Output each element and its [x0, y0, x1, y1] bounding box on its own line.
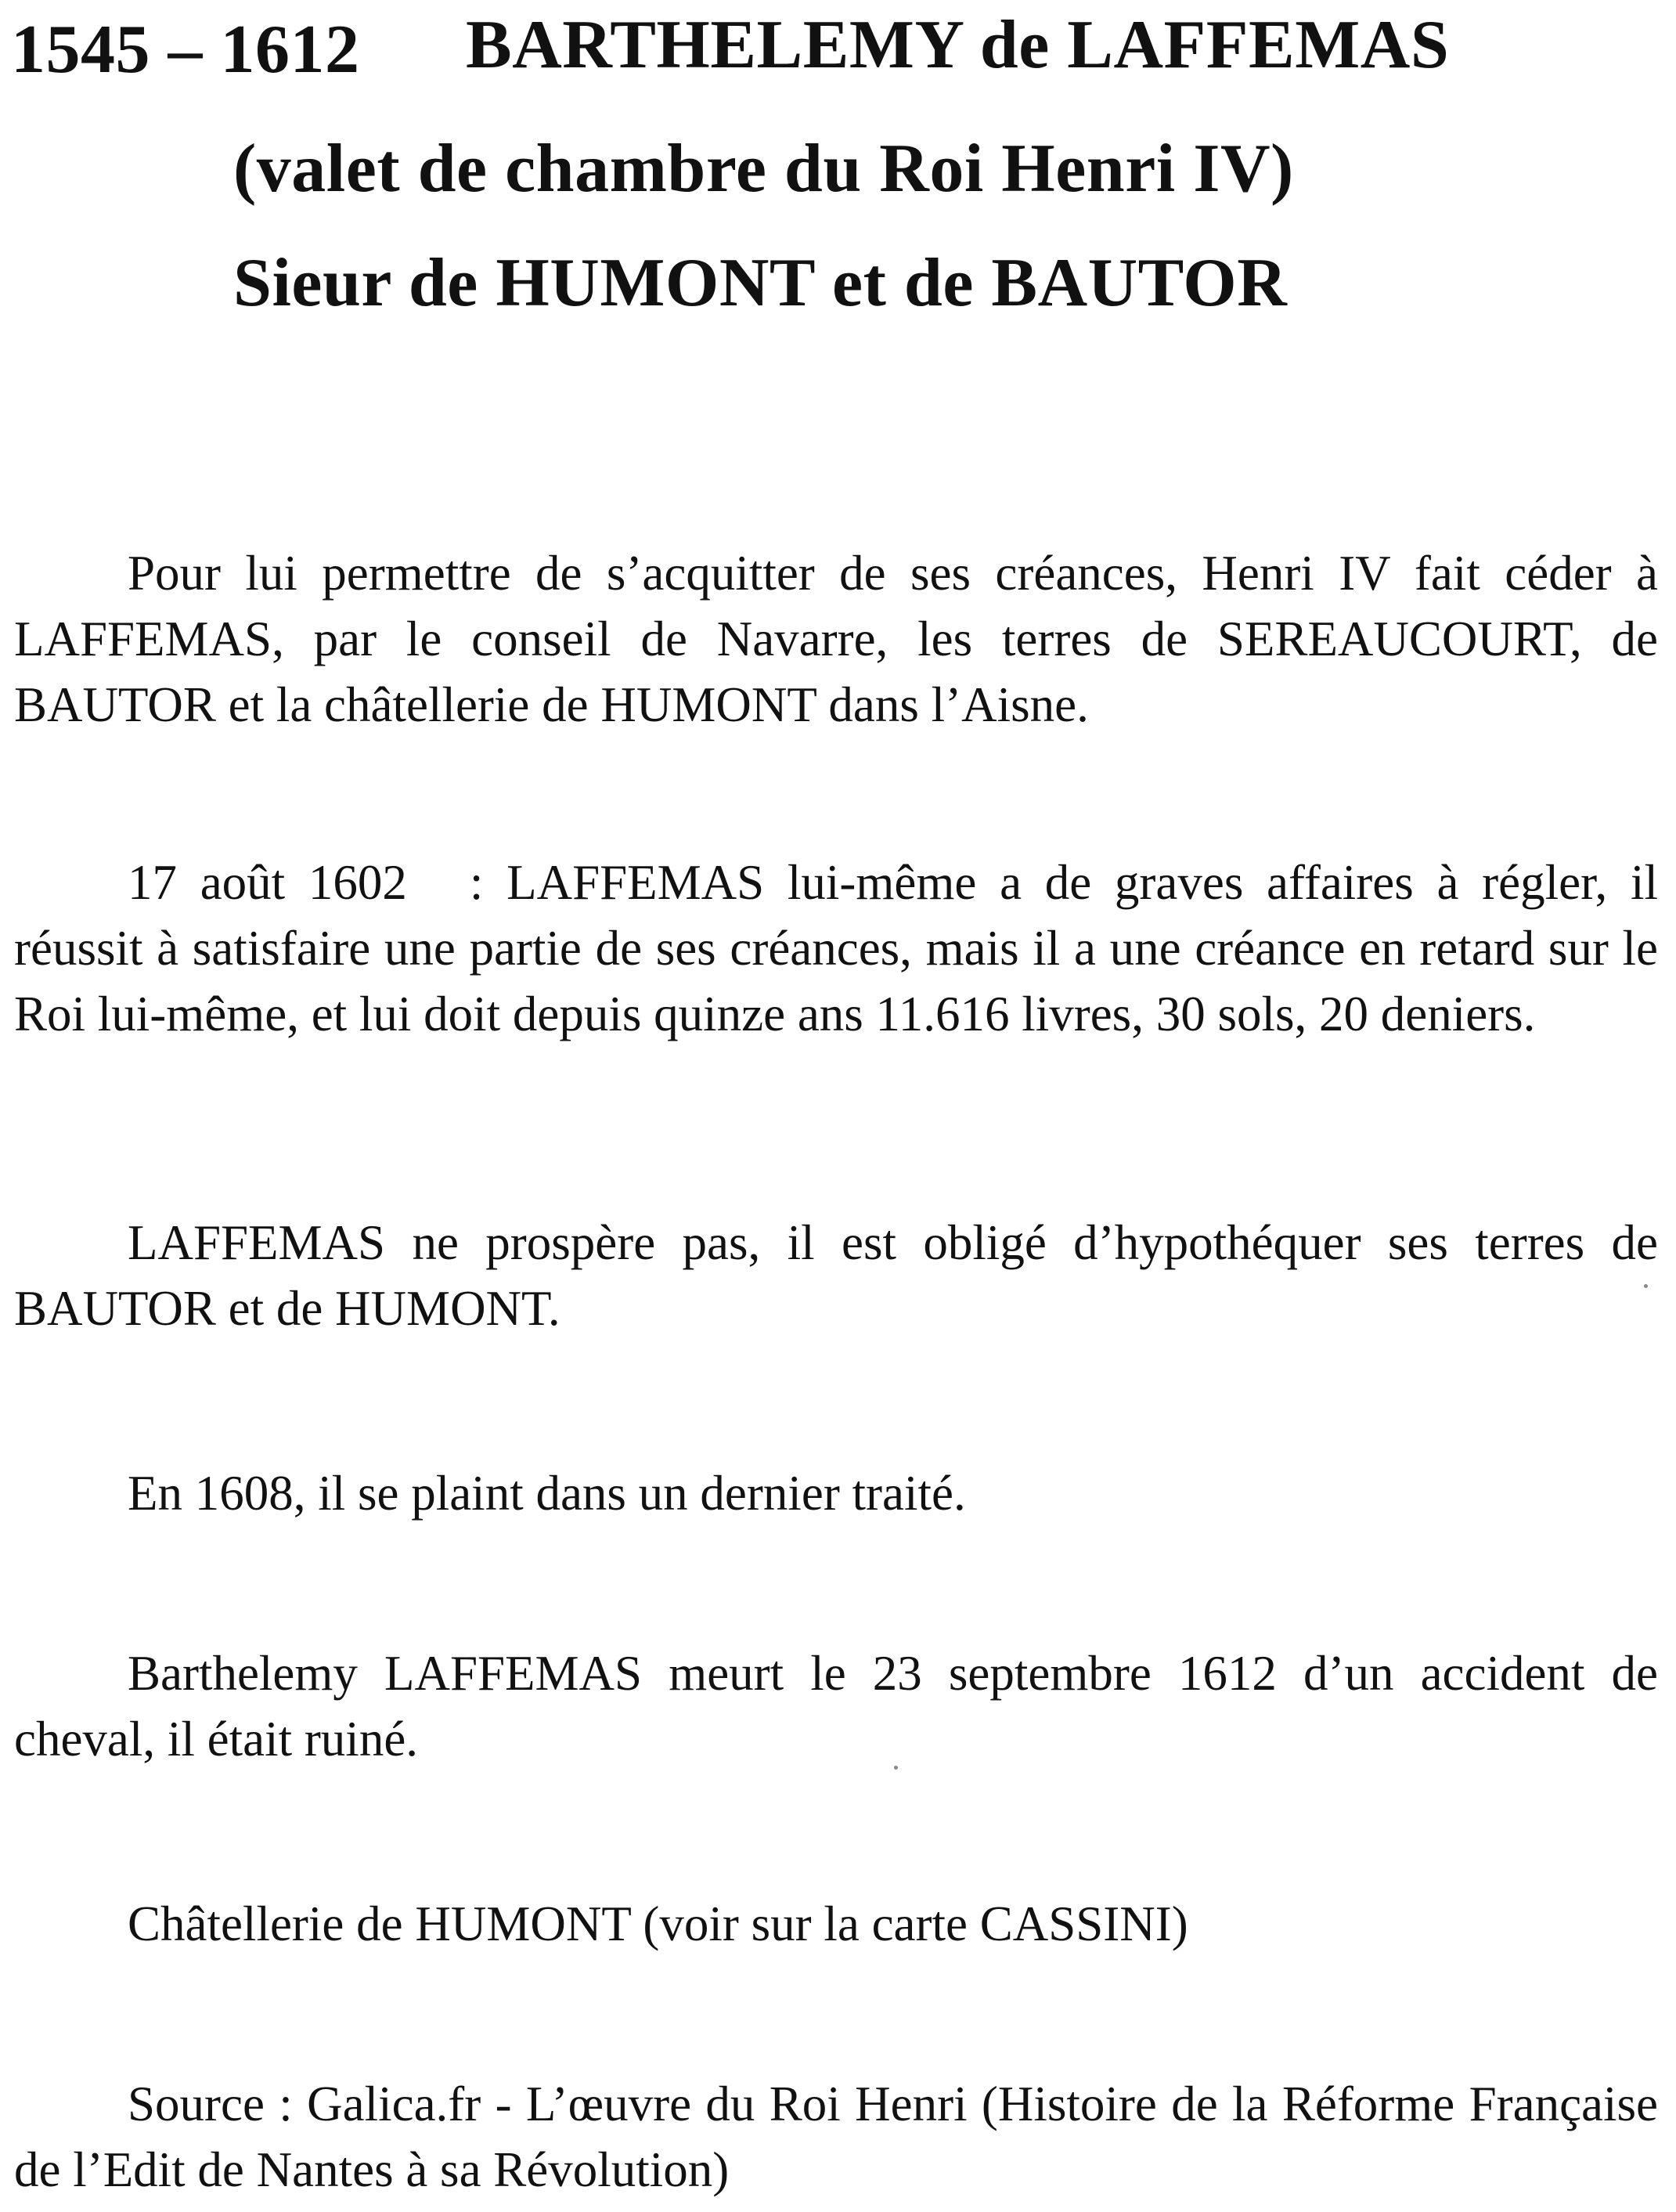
- paragraph-text: En 1608, il se plaint dans un dernier traité.: [128, 1466, 966, 1521]
- paragraph-text: Châtellerie de HUMONT (voir sur la carte CASSINI): [128, 1896, 1188, 1951]
- title-name: BARTHELEMY de LAFFEMAS: [466, 7, 1450, 83]
- scan-speck: [894, 1766, 898, 1770]
- paragraph-debts-1602: [14, 850, 1658, 1047]
- title-lordship: Sieur de HUMONT et de BAUTOR: [233, 245, 1288, 321]
- paragraph-land-cession: [14, 540, 1658, 738]
- paragraph-text: Pour lui permettre de s’acquitter de ses créances, Henri IV fait céder à LAFFEMAS, par le conseil de Navarre, les terres de SEREAUCOURT, de BAUTOR et la châtellerie de HUMONT dans l’Aisne.: [14, 546, 1658, 732]
- paragraph-death: [14, 1640, 1658, 1772]
- scan-speck: [1644, 1284, 1648, 1288]
- paragraph-text: LAFFEMAS ne prospère pas, il est obligé d’hypothéquer ses terres de BAUTOR et de HUMONT.: [14, 1215, 1658, 1336]
- paragraph-text: Barthelemy LAFFEMAS meurt le 23 septembre 1612 d’un accident de cheval, il était ruiné.: [14, 1646, 1658, 1766]
- paragraph-1608-treatise: [14, 1460, 1658, 1526]
- paragraph-cassini-map: [14, 1891, 1658, 1957]
- paragraph-text: : LAFFEMAS lui-même a de graves affaires à régler, il réussit à satisfaire une partie de ses créances, mais il a une créance en retard sur le Roi lui-même, et lui doit depuis quinze ans 11.616 livres, 30 sols, 20 deniers.: [14, 855, 1658, 1041]
- paragraph-source: [14, 2071, 1658, 2203]
- title-role: (valet de chambre du Roi Henri IV): [233, 131, 1294, 207]
- paragraph-mortgage: [14, 1210, 1658, 1341]
- paragraph-date: 17 août 1602: [128, 855, 407, 910]
- paragraph-text: Source : Galica.fr - L’œuvre du Roi Henri (Histoire de la Réforme Française de l’Edit de Nantes à sa Révolution): [14, 2077, 1658, 2197]
- title-years: 1545 – 1612: [11, 12, 360, 88]
